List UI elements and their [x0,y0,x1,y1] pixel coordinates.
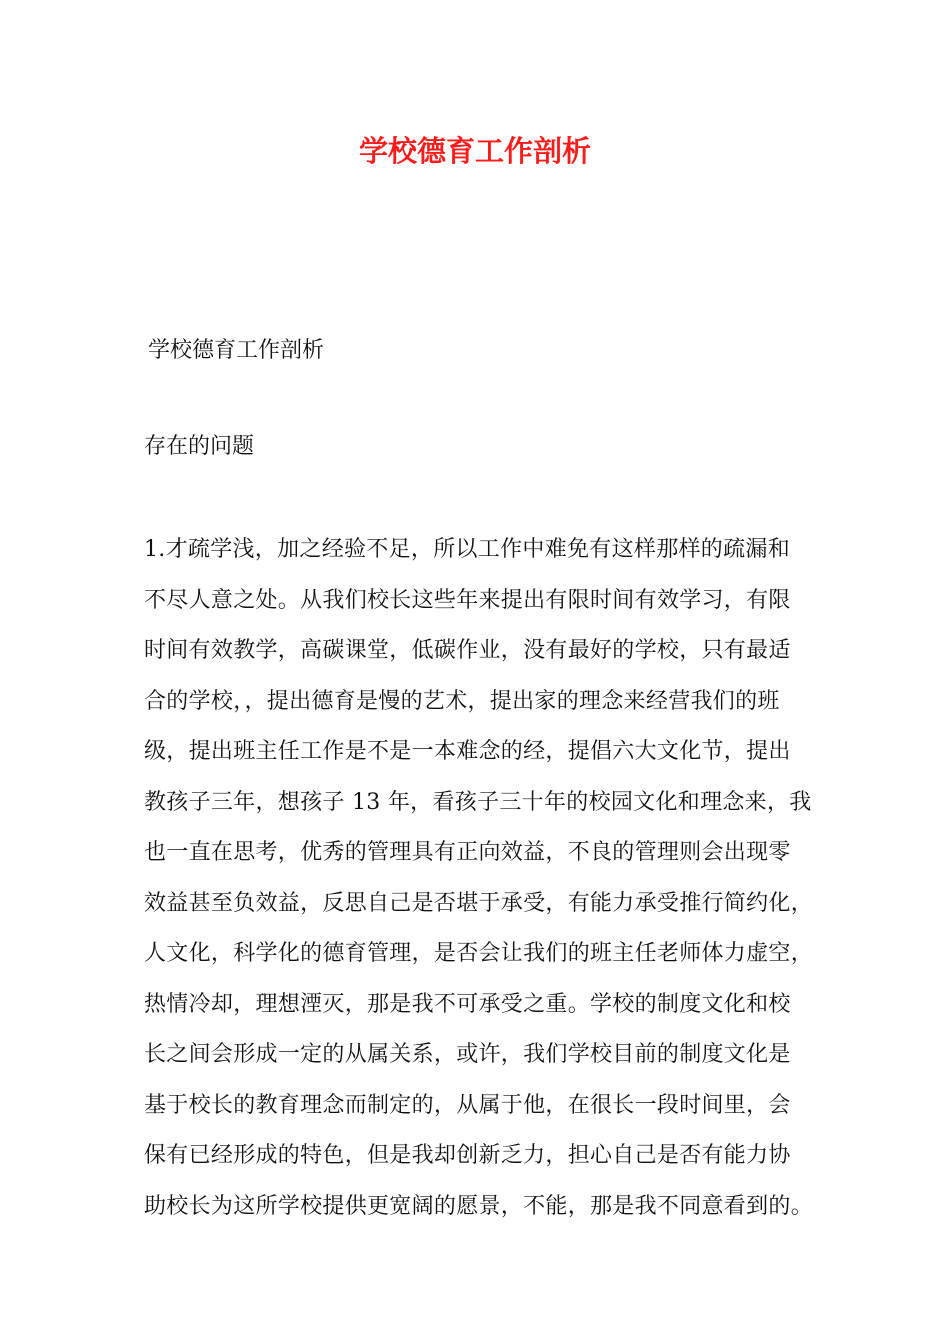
paragraph-line: 也一直在思考，优秀的管理具有正向效益，不良的管理则会出现零 [144,840,791,865]
document-subtitle: 学校德育工作剖析 [148,338,325,363]
paragraph-line: 1.才疏学浅，加之经验不足，所以工作中难免有这样那样的疏漏和 [144,537,790,562]
paragraph-line: 效益甚至负效益，反思自己是否堪于承受，有能力承受推行简约化， [144,890,814,916]
section-heading: 存在的问题 [144,434,255,459]
paragraph-line: 时间有效教学，高碳课堂，低碳作业，没有最好的学校，只有最适 [144,638,791,663]
document-title: 学校德育工作剖析 [358,134,591,168]
paragraph-line: 助校长为这所学校提供更宽阔的愿景，不能，那是我不同意看到的。 [144,1193,814,1219]
paragraph-line: 基于校长的教育理念而制定的，从属于他，在很长一段时间里，会 [144,1092,791,1118]
paragraph [144,525,844,1232]
paragraph-line: 不尽人意之处。从我们校长这些年来提出有限时间有效学习，有限 [144,587,791,613]
paragraph-line: 教孩子三年，想孩子 13 年，看孩子三十年的校园文化和理念来，我 [144,789,812,815]
paragraph-line: 保有已经形成的特色，但是我却创新乏力，担心自己是否有能力协 [144,1143,791,1168]
paragraph-line: 热情冷却，理想湮灭，那是我不可承受之重。学校的制度文化和校 [144,991,791,1017]
paragraph-line: 长之间会形成一定的从属关系，或许，我们学校目前的制度文化是 [144,1042,791,1067]
paragraph-line: 人文化，科学化的德育管理，是否会让我们的班主任老师体力虚空， [144,941,814,966]
paragraph-line: 合的学校，，提出德育是慢的艺术，提出家的理念来经营我们的班 [144,688,780,714]
paragraph-line: 级，提出班主任工作是不是一本难念的经，提倡六大文化节，提出 [144,739,791,764]
